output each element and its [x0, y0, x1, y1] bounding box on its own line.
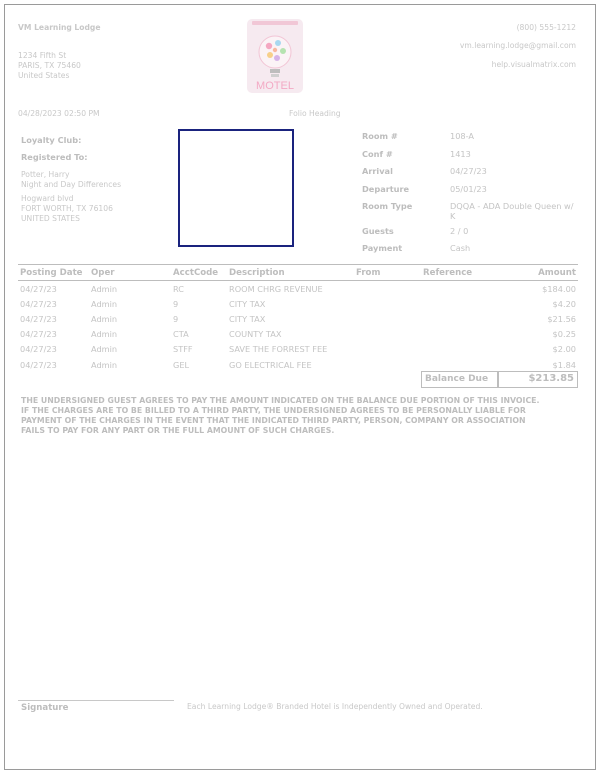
guest-address-line-3: UNITED STATES — [21, 214, 80, 223]
cell-amount: $0.25 — [552, 329, 576, 340]
cell-desc: SAVE THE FORREST FEE — [229, 344, 328, 355]
hotel-email[interactable]: vm.learning.lodge@gmail.com — [459, 41, 576, 50]
room-type-value: DQQA - ADA Double Queen w/ K — [450, 201, 574, 221]
col-acct-code: AcctCode — [171, 265, 227, 281]
cell-amount: $184.00 — [542, 283, 576, 294]
cell-ref — [421, 357, 501, 372]
conf-number-value: 1413 — [450, 149, 471, 159]
cell-date: 04/27/23 — [20, 329, 57, 340]
table-row — [18, 342, 578, 357]
cell-date: 04/27/23 — [20, 359, 57, 370]
liability-disclaimer: THE UNDERSIGNED GUEST AGREES TO PAY THE AMOUNT INDICATED ON THE BALANCE DUE PORTION OF THIS INVOICE. IF THE CHARGES ARE TO BE BILLED TO A THIRD PARTY, THE UNDERSIGNED AGREES TO BE PERSONALLY LIABLE FOR PAYMENT OF THE CHARGES IN THE EVENT THAT THE INDICATED THIRD PARTY, PERSON, COMPANY OR ASSOCIATION FAILS TO PAY FOR ANY PART OR THE FULL AMOUNT OF SUCH CHARGES. — [21, 396, 540, 435]
cell-acct: CTA — [173, 329, 189, 340]
hotel-address-line-1: 1234 Fifth St — [18, 51, 67, 60]
cell-acct: RC — [173, 283, 184, 294]
guests-value: 2 / 0 — [450, 226, 469, 236]
balance-due-amount: $213.85 — [498, 371, 578, 388]
departure-value: 05/01/23 — [450, 184, 487, 194]
hotel-logo — [246, 18, 304, 94]
table-row — [18, 281, 578, 297]
cell-acct: 9 — [173, 298, 179, 309]
cell-amount: $21.56 — [547, 313, 576, 324]
charges-table-header — [18, 265, 578, 281]
guest-address-line-1: Hogward blvd — [21, 194, 74, 203]
room-number-value: 108-A — [450, 131, 475, 141]
col-oper: Oper — [89, 265, 171, 281]
cell-oper: Admin — [91, 359, 118, 370]
cell-oper: Admin — [91, 329, 118, 340]
guest-company: Night and Day Differences — [21, 180, 122, 189]
cell-oper: Admin — [91, 298, 118, 309]
conf-number-label: Conf # — [362, 149, 393, 159]
cell-from — [354, 296, 421, 311]
cell-date: 04/27/23 — [20, 313, 57, 324]
cell-amount: $4.20 — [552, 298, 576, 309]
cell-date: 04/27/23 — [20, 298, 57, 309]
cell-amount: $1.84 — [552, 359, 576, 370]
cell-acct: 9 — [173, 313, 179, 324]
cell-acct: STFF — [173, 344, 193, 355]
cell-from — [354, 357, 421, 372]
cell-date: 04/27/23 — [20, 344, 57, 355]
cell-amount: $2.00 — [552, 344, 576, 355]
hotel-address-line-3: United States — [18, 71, 70, 80]
cell-desc: GO ELECTRICAL FEE — [229, 359, 312, 370]
cell-oper: Admin — [91, 283, 118, 294]
hotel-phone: (800) 555-1212 — [516, 23, 576, 32]
charges-table — [18, 264, 578, 372]
signature-line — [18, 700, 174, 701]
guest-name: Potter, Harry — [21, 170, 70, 179]
guest-address-line-2: FORT WORTH, TX 76106 — [21, 204, 113, 213]
cell-desc: COUNTY TAX — [229, 329, 282, 340]
cell-from — [354, 327, 421, 342]
arrival-label: Arrival — [362, 166, 393, 176]
room-type-label: Room Type — [362, 201, 413, 211]
cell-desc: CITY TAX — [229, 298, 266, 309]
footer-note: Each Learning Lodge® Branded Hotel is Independently Owned and Operated. — [187, 702, 483, 711]
cell-ref — [421, 281, 501, 297]
cell-desc: ROOM CHRG REVENUE — [229, 283, 323, 294]
payment-label: Payment — [362, 243, 403, 253]
cell-date: 04/27/23 — [20, 283, 57, 294]
registered-to-label: Registered To: — [21, 152, 88, 162]
table-row — [18, 327, 578, 342]
cell-ref — [421, 327, 501, 342]
cell-from — [354, 281, 421, 297]
hotel-name: VM Learning Lodge — [18, 23, 101, 32]
cell-oper: Admin — [91, 344, 118, 355]
cell-ref — [421, 311, 501, 326]
signature-label: Signature — [21, 703, 69, 713]
cell-desc: CITY TAX — [229, 313, 266, 324]
col-amount: Amount — [501, 265, 578, 281]
hotel-website[interactable]: help.visualmatrix.com — [491, 60, 576, 69]
departure-label: Departure — [362, 184, 410, 194]
print-timestamp: 04/28/2023 02:50 PM — [18, 109, 100, 118]
arrival-value: 04/27/23 — [450, 166, 487, 176]
cell-from — [354, 342, 421, 357]
payment-value: Cash — [450, 243, 471, 253]
col-description: Description — [227, 265, 354, 281]
col-posting-date: Posting Date — [18, 265, 89, 281]
logo-motel-text: MOTEL — [256, 80, 294, 92]
cell-acct: GEL — [173, 359, 190, 370]
loyalty-club-label: Loyalty Club: — [21, 135, 82, 145]
table-row — [18, 296, 578, 311]
table-row — [18, 311, 578, 326]
cell-from — [354, 311, 421, 326]
room-number-label: Room # — [362, 131, 398, 141]
cell-ref — [421, 296, 501, 311]
table-row — [18, 357, 578, 372]
hotel-address-line-2: PARIS, TX 75460 — [18, 61, 81, 70]
cell-oper: Admin — [91, 313, 118, 324]
cell-ref — [421, 342, 501, 357]
guests-label: Guests — [362, 226, 394, 236]
guest-photo-placeholder — [178, 129, 294, 247]
col-from: From — [354, 265, 421, 281]
balance-due-label: Balance Due — [421, 371, 498, 388]
col-reference: Reference — [421, 265, 501, 281]
folio-heading: Folio Heading — [289, 109, 341, 118]
